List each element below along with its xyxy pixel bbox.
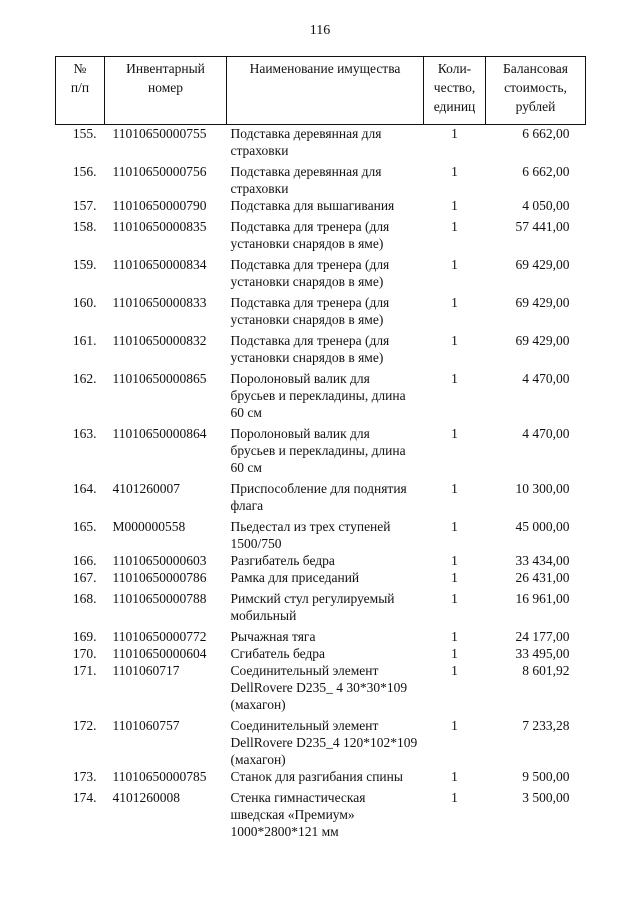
inventory-number: 11010650000833: [112, 295, 207, 310]
row-number: 171.: [72, 663, 97, 678]
table-row: [56, 514, 586, 552]
balance-cost: 7 233,28: [522, 718, 570, 733]
row-number: 157.: [72, 198, 97, 213]
balance-cost: 24 177,00: [515, 629, 570, 644]
table-row: [56, 586, 586, 624]
header-num: № п/п: [56, 57, 105, 125]
row-number: 160.: [72, 295, 97, 310]
table-row: [56, 662, 586, 713]
quantity: 1: [451, 164, 458, 179]
table-row: [56, 552, 586, 569]
balance-cost: 3 500,00: [522, 790, 570, 805]
inventory-number: 11010650000786: [112, 570, 207, 585]
balance-cost: 26 431,00: [515, 570, 570, 585]
inventory-number: 11010650000756: [112, 164, 207, 179]
property-name: Поролоновый валик для брусьев и перекладины, длина 60 см: [230, 426, 406, 475]
property-name: Сгибатель бедра: [230, 646, 326, 661]
table-header-row: [56, 57, 586, 125]
balance-cost: 6 662,00: [522, 164, 570, 179]
quantity: 1: [451, 295, 458, 310]
inventory-number: 11010650000864: [112, 426, 207, 441]
property-name: Подставка для тренера (для установки снарядов в яме): [230, 333, 390, 365]
balance-cost: 6 662,00: [522, 126, 570, 141]
inventory-number: 11010650000785: [112, 769, 207, 784]
table-row: [56, 569, 586, 586]
table-row: [56, 476, 586, 514]
property-name: Подставка деревянная для страховки: [230, 164, 382, 196]
inventory-number: 11010650000788: [112, 591, 207, 606]
quantity: 1: [451, 646, 458, 661]
inventory-number: 11010650000603: [112, 553, 207, 568]
inventory-number: М000000558: [112, 519, 186, 534]
row-number: 165.: [72, 519, 97, 534]
table-row: [56, 713, 586, 768]
table-row: [56, 252, 586, 290]
table-row: [56, 197, 586, 214]
row-number: 161.: [72, 333, 97, 348]
table-row: [56, 624, 586, 645]
balance-cost: 69 429,00: [515, 333, 570, 348]
property-name: Соединительный элемент DellRovere D235_ 4 30*30*109 (махагон): [230, 663, 408, 712]
property-name: Станок для разгибания спины: [230, 769, 403, 784]
balance-cost: 10 300,00: [515, 481, 570, 496]
inventory-number: 1101060757: [112, 718, 180, 733]
row-number: 163.: [72, 426, 97, 441]
quantity: 1: [451, 629, 458, 644]
property-name: Соединительный элемент DellRovere D235_4 120*102*109 (махагон): [230, 718, 418, 767]
quantity: 1: [451, 198, 458, 213]
balance-cost: 33 434,00: [515, 553, 570, 568]
quantity: 1: [451, 790, 458, 805]
quantity: 1: [451, 570, 458, 585]
property-name: Поролоновый валик для брусьев и перекладины, длина 60 см: [230, 371, 406, 420]
balance-cost: 69 429,00: [515, 295, 570, 310]
row-number: 169.: [72, 629, 97, 644]
property-name: Подставка для тренера (для установки снарядов в яме): [230, 257, 390, 289]
balance-cost: 57 441,00: [515, 219, 570, 234]
quantity: 1: [451, 333, 458, 348]
balance-cost: 33 495,00: [515, 646, 570, 661]
quantity: 1: [451, 591, 458, 606]
property-name: Подставка для тренера (для установки снарядов в яме): [230, 295, 390, 327]
balance-cost: 4 050,00: [522, 198, 570, 213]
table-row: [56, 328, 586, 366]
inventory-number: 11010650000772: [112, 629, 207, 644]
inventory-number: 11010650000790: [112, 198, 207, 213]
row-number: 164.: [72, 481, 97, 496]
quantity: 1: [451, 718, 458, 733]
header-quantity: Коли- чество, единиц: [424, 57, 486, 125]
inventory-number: 11010650000834: [112, 257, 207, 272]
inventory-number: 4101260007: [112, 481, 180, 496]
row-number: 167.: [72, 570, 97, 585]
quantity: 1: [451, 426, 458, 441]
property-name: Рычажная тяга: [230, 629, 316, 644]
property-table: [55, 56, 586, 840]
table-row: [56, 125, 586, 160]
balance-cost: 45 000,00: [515, 519, 570, 534]
table-row: [56, 159, 586, 197]
quantity: 1: [451, 553, 458, 568]
property-name: Стенка гимнастическая шведская «Премиум» 1000*2800*121 мм: [230, 790, 366, 839]
header-inventory: Инвентарный номер: [105, 57, 227, 125]
row-number: 159.: [72, 257, 97, 272]
quantity: 1: [451, 519, 458, 534]
quantity: 1: [451, 371, 458, 386]
property-name: Рамка для приседаний: [230, 570, 360, 585]
inventory-number: 4101260008: [112, 790, 180, 805]
balance-cost: 4 470,00: [522, 426, 570, 441]
property-name: Римский стул регулируемый мобильный: [230, 591, 395, 623]
table-row: [56, 768, 586, 785]
row-number: 173.: [72, 769, 97, 784]
row-number: 162.: [72, 371, 97, 386]
inventory-number: 1101060717: [112, 663, 180, 678]
quantity: 1: [451, 663, 458, 678]
inventory-number: 11010650000604: [112, 646, 207, 661]
inventory-number: 11010650000755: [112, 126, 207, 141]
balance-cost: 4 470,00: [522, 371, 570, 386]
property-name: Пьедестал из трех ступеней 1500/750: [230, 519, 391, 551]
table-row: [56, 645, 586, 662]
table-row: [56, 214, 586, 252]
balance-cost: 9 500,00: [522, 769, 570, 784]
property-name: Разгибатель бедра: [230, 553, 335, 568]
page-number: 116: [309, 23, 331, 38]
row-number: 168.: [72, 591, 97, 606]
balance-cost: 69 429,00: [515, 257, 570, 272]
table-row: [56, 421, 586, 476]
table-row: [56, 785, 586, 840]
property-name: Подставка для тренера (для установки снарядов в яме): [230, 219, 390, 251]
table-row: [56, 290, 586, 328]
quantity: 1: [451, 219, 458, 234]
table-row: [56, 366, 586, 421]
header-name: Наименование имущества: [227, 57, 424, 125]
header-cost: Балансовая стоимость, рублей: [486, 57, 586, 125]
row-number: 156.: [72, 164, 97, 179]
balance-cost: 16 961,00: [515, 591, 570, 606]
balance-cost: 8 601,92: [522, 663, 570, 678]
row-number: 170.: [72, 646, 97, 661]
property-name: Подставка для вышагивания: [230, 198, 395, 213]
row-number: 158.: [72, 219, 97, 234]
inventory-number: 11010650000832: [112, 333, 207, 348]
row-number: 172.: [72, 718, 97, 733]
quantity: 1: [451, 126, 458, 141]
inventory-number: 11010650000835: [112, 219, 207, 234]
quantity: 1: [451, 769, 458, 784]
quantity: 1: [451, 481, 458, 496]
row-number: 155.: [72, 126, 97, 141]
inventory-number: 11010650000865: [112, 371, 207, 386]
property-name: Приспособление для поднятия флага: [230, 481, 407, 513]
row-number: 174.: [72, 790, 97, 805]
property-name: Подставка деревянная для страховки: [230, 126, 382, 158]
quantity: 1: [451, 257, 458, 272]
row-number: 166.: [72, 553, 97, 568]
